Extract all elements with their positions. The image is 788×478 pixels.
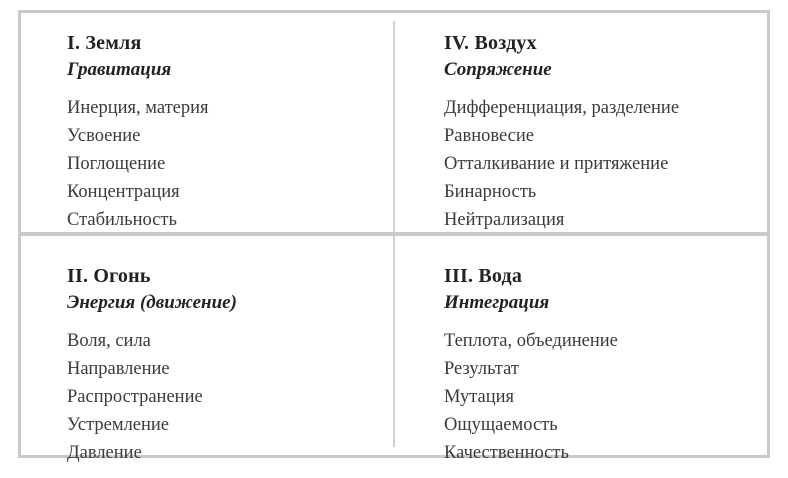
list-item: Бинарность [444, 182, 537, 203]
table-cell-earth [21, 13, 394, 244]
table-cell-fire [21, 244, 394, 477]
cell-item-list [67, 327, 380, 468]
cell-subtitle: Энергия (движение) [67, 292, 237, 314]
list-item: Концентрация [67, 182, 180, 203]
list-item: Мутация [444, 387, 515, 408]
cell-item-list [67, 94, 380, 235]
table-cell-water [394, 244, 767, 477]
elements-table [18, 10, 770, 464]
list-item: Инерция, материя [67, 97, 209, 118]
cell-title: I. Земля [67, 32, 142, 54]
list-item: Теплота, объединение [444, 331, 618, 352]
cell-item-list [444, 327, 753, 468]
list-item: Качественность [444, 443, 569, 464]
cell-subtitle: Гравитация [67, 59, 172, 80]
list-item: Устремление [67, 415, 170, 436]
list-item: Распространение [67, 387, 203, 408]
cell-title: III. Вода [444, 265, 523, 288]
list-item: Стабильность [67, 210, 177, 231]
list-item: Давление [67, 443, 142, 464]
cell-subtitle: Интеграция [444, 292, 550, 314]
list-item: Направление [67, 359, 170, 380]
list-item: Результат [444, 359, 519, 380]
list-item: Равновесие [444, 125, 535, 146]
cell-subtitle: Сопряжение [444, 59, 552, 80]
list-item: Отталкивание и притяжение [444, 153, 669, 174]
list-item: Нейтрализация [444, 210, 565, 231]
list-item: Ощущаемость [444, 415, 558, 436]
cell-title: IV. Воздух [444, 32, 537, 54]
cell-item-list [444, 94, 753, 235]
list-item: Воля, сила [67, 331, 151, 352]
cell-title: II. Огонь [67, 265, 151, 288]
list-item: Дифференциация, разделение [444, 97, 680, 118]
list-item: Усвоение [67, 125, 141, 146]
list-item: Поглощение [67, 153, 166, 174]
horizontal-divider [21, 232, 767, 236]
table-cell-air [394, 13, 767, 244]
